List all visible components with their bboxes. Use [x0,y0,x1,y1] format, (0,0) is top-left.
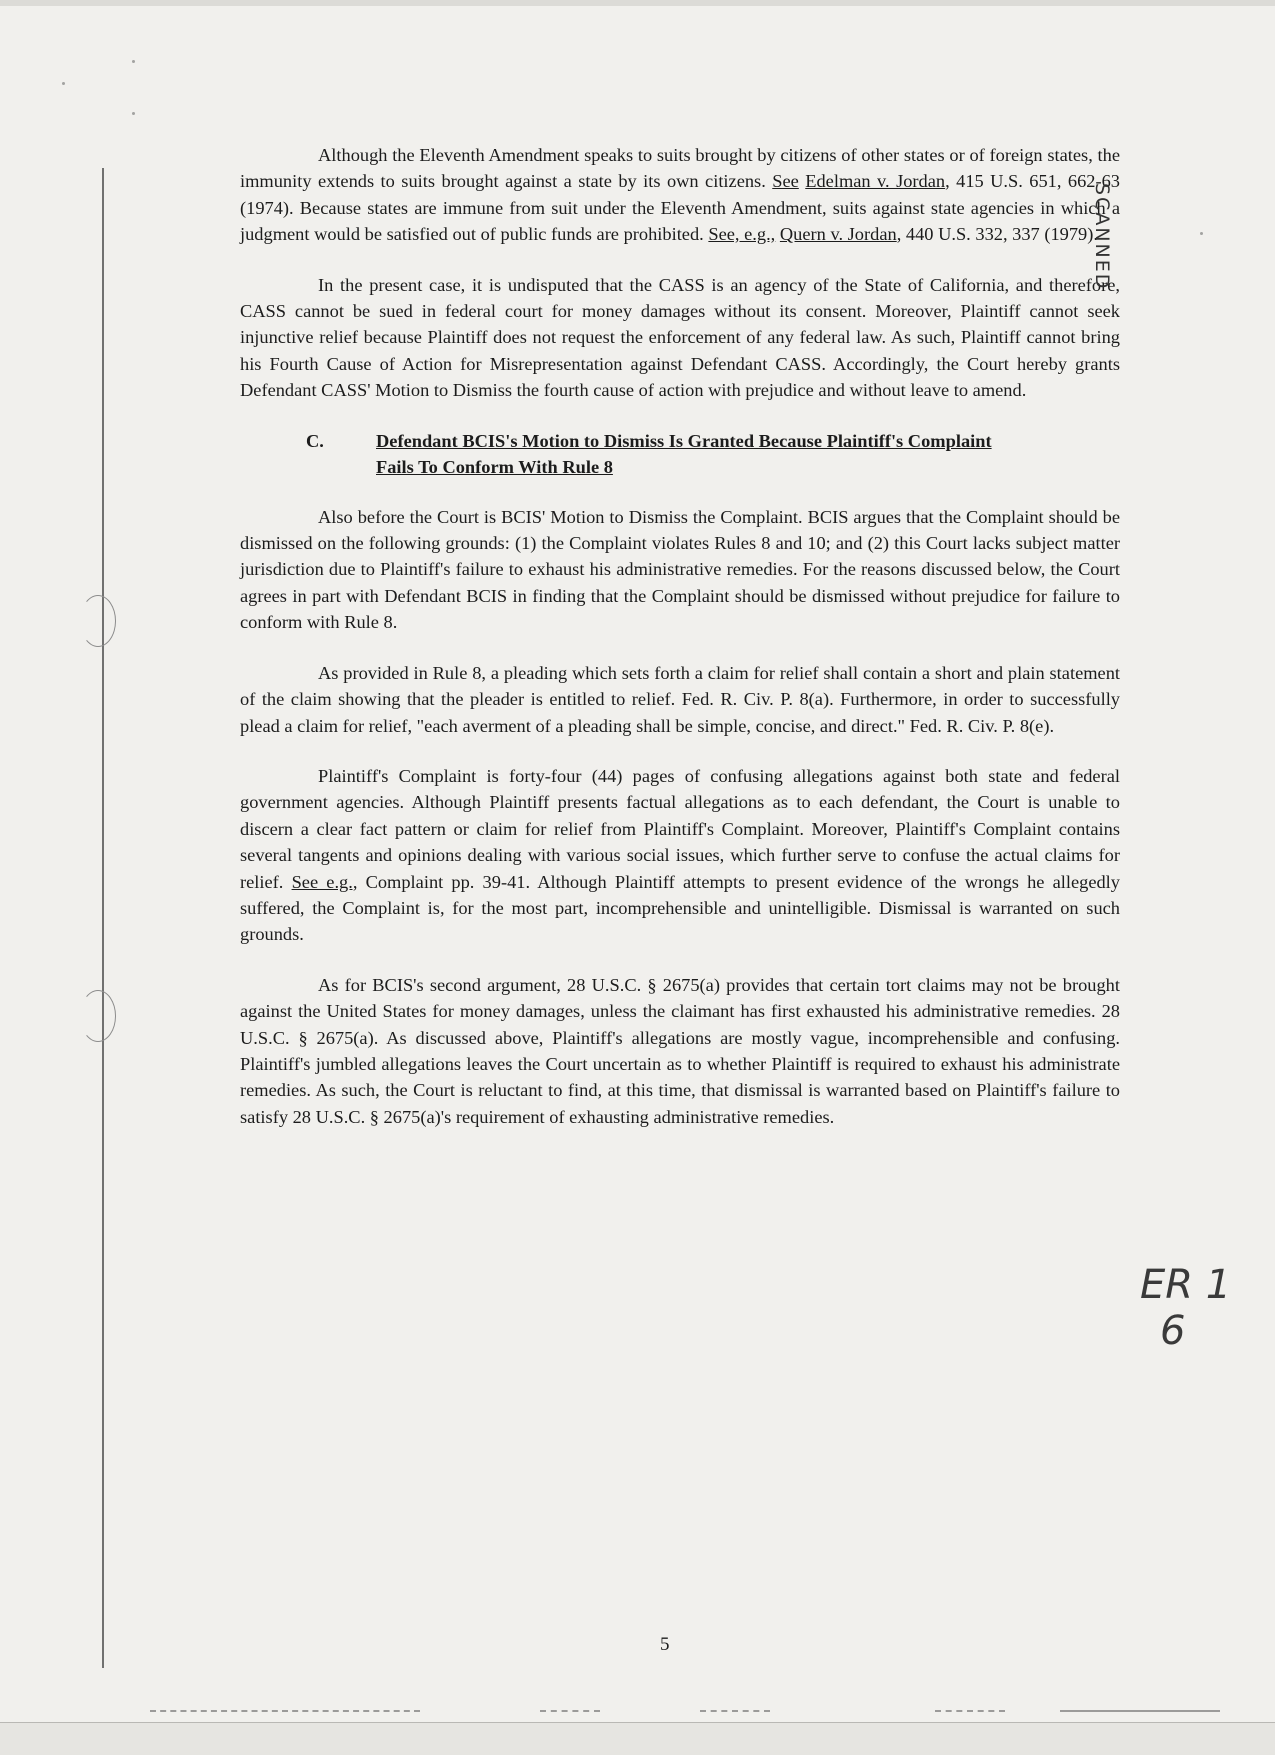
citation-signal: See, e.g., [708,224,776,245]
text-run: Plaintiff's Complaint is forty-four (44) pages of confusing allegations against both state and federal government agencies. Although Plaintiff presents factual allegations as to each defendant, the Court is unable to discern a clear fact pattern or claim for relief from Plaintiff's Complaint. Moreover, Plaintiff's Complaint contains several tangents and opinions dealing with various social issues, which further serve to confuse the actual claims for relief. [240,765,1120,892]
document-page [240,142,1120,1154]
scan-top-edge [0,0,1275,6]
scan-speck [132,60,135,63]
text-run: , 415 U.S. 651, 662-63 (1974). Because states are immune from suit under the Eleventh Amendment, suits against state agencies in which a judgment would be satisfied out of public funds are prohibited. [240,171,1120,245]
case-citation: Edelman v. Jordan [805,171,946,192]
paragraph-cass-ruling: In the present case, it is undisputed that the CASS is an agency of the State of California, and therefore, CASS cannot be sued in federal court for money damages without its consent. Moreover, Plaintiff cannot seek injunctive relief because Plaintiff does not request the enforcement of any federal law. As such, Plaintiff cannot bring his Fourth Cause of Action for Misrepresentation against Defendant CASS. Accordingly, the Court hereby grants Defendant CASS' Motion to Dismiss the fourth cause of action with prejudice and without leave to amend. [240,274,1120,401]
scanned-stamp: SCANNED [1091,183,1113,291]
paragraph-complaint-analysis [240,763,1120,948]
footer-dash [935,1710,1005,1712]
binder-margin-line [102,168,104,1668]
case-citation: Quern v. Jordan [779,224,897,245]
scan-speck [62,82,65,85]
section-letter: C. [306,430,324,451]
footer-dash [1060,1710,1220,1712]
handwritten-line-2: 6 [1160,1308,1186,1354]
section-heading-c [240,428,1120,480]
scan-speck [132,112,135,115]
scan-speck [1200,232,1203,235]
punch-hole-top [80,595,116,647]
paragraph-rule-8: As provided in Rule 8, a pleading which sets forth a claim for relief shall contain a short and plain statement of the claim showing that the pleader is entitled to relief. Fed. R. Civ. P. 8(a). Furthermore, in order to successfully plead a claim for relief, "each averment of a pleading shall be simple, concise, and direct." Fed. R. Civ. P. 8(e). [240,662,1120,736]
footer-dash [540,1710,600,1712]
paragraph-eleventh-amendment [240,142,1120,248]
text-run: , 440 U.S. 332, 337 (1979). [896,224,1098,245]
paragraph-second-argument: As for BCIS's second argument, 28 U.S.C. § 2675(a) provides that certain tort claims may not be brought against the United States for money damages, unless the claimant has first exhausted his administrative remedies. 28 U.S.C. § 2675(a). As discussed above, Plaintiff's allegations are mostly vague, incomprehensible and confusing. Plaintiff's jumbled allegations leaves the Court uncertain as to whether Plaintiff is required to exhaust his administrate remedies. As such, the Court is reluctant to find, at this time, that dismissal is warranted based on Plaintiff's failure to satisfy 28 U.S.C. § 2675(a)'s requirement of exhausting administrative remedies. [240,974,1120,1127]
footer-dash [700,1710,770,1712]
punch-hole-bottom [80,990,116,1042]
section-title: Defendant BCIS's Motion to Dismiss Is Granted Because Plaintiff's Complaint Fails To Conform With Rule 8 [376,430,992,477]
citation-signal: See e.g., [291,871,358,892]
scan-bottom-edge [0,1722,1275,1755]
handwritten-line-1: ER 1 [1140,1262,1232,1308]
citation-signal: See [772,171,799,192]
handwritten-exhibit-mark [1140,1262,1231,1354]
page-number: 5 [660,1634,670,1655]
text-run: Although the Eleventh Amendment speaks to suits brought by citizens of other states or of foreign states, the immunity extends to suits brought against a state by its own citizens. [240,145,1120,192]
text-run: Complaint pp. 39-41. Although Plaintiff attempts to present evidence of the wrongs he allegedly suffered, the Complaint is, for the most part, incomprehensible and unintelligible. Dismissal is warranted on such grounds. [240,871,1120,945]
paragraph-bcis-motion: Also before the Court is BCIS' Motion to Dismiss the Complaint. BCIS argues that the Complaint should be dismissed on the following grounds: (1) the Complaint violates Rules 8 and 10; and (2) this Court lacks subject matter jurisdiction due to Plaintiff's failure to exhaust his administrative remedies. For the reasons discussed below, the Court agrees in part with Defendant BCIS in finding that the Complaint should be dismissed without prejudice for failure to conform with Rule 8. [240,506,1120,633]
footer-dash [150,1710,420,1712]
